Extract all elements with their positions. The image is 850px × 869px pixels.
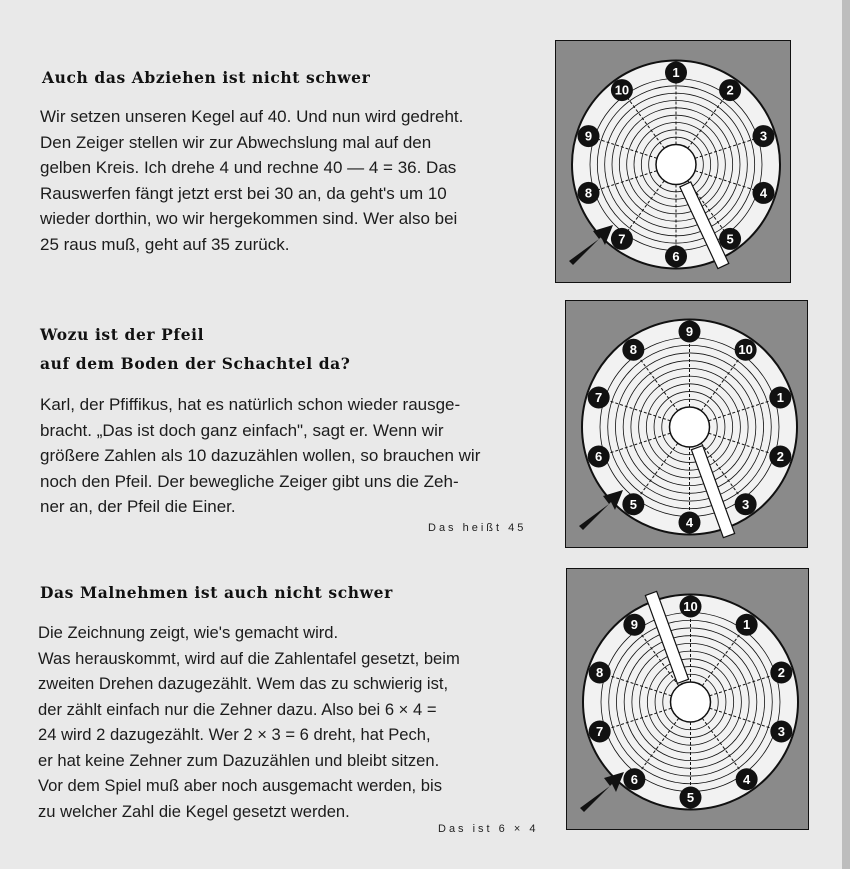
dial-number-label: 2 <box>776 449 784 465</box>
dial-number-label: 5 <box>726 231 734 247</box>
text-line: Karl, der Pfiffikus, hat es natürlich schon wieder rausge- <box>40 395 461 414</box>
dial-number-label: 4 <box>743 771 751 787</box>
text-line: größere Zahlen als 10 dazuzählen wollen, so brauchen wir <box>40 446 481 465</box>
dial-number-label: 2 <box>777 664 785 680</box>
dial-illustration-3 <box>566 568 809 830</box>
dial-number-label: 1 <box>672 65 680 80</box>
text-line: Wir setzen unseren Kegel auf 40. Und nun wird gedreht. <box>40 107 464 126</box>
page-edge <box>842 0 850 869</box>
dial-hub <box>656 145 696 185</box>
text-line: bracht. „Das ist doch ganz einfach", sagt er. Wenn wir <box>40 420 444 440</box>
text-line: noch den Pfeil. Der bewegliche Zeiger gibt uns die Zeh- <box>40 471 459 491</box>
caption-45: Das heißt 45 <box>428 522 527 534</box>
dial-number-label: 5 <box>686 790 695 805</box>
dial-number-label: 10 <box>683 599 698 614</box>
text-line: Den Zeiger stellen wir zur Abwechslung mal auf den <box>40 132 432 152</box>
dial-number-label: 3 <box>759 128 768 144</box>
dial-number-label: 8 <box>596 664 604 680</box>
section-1-heading <box>42 68 370 87</box>
dial-number-label: 2 <box>726 82 734 98</box>
caption-6x4: Das ist 6 × 4 <box>438 823 539 835</box>
section-3-heading-line: Das Malnehmen ist auch nicht schwer <box>40 583 393 602</box>
dial-number-label: 6 <box>630 771 638 787</box>
dial-number-label: 1 <box>776 389 784 405</box>
dial-number-label: 3 <box>777 724 785 740</box>
dial-2-svg <box>565 300 808 548</box>
dial-number-label: 7 <box>596 724 604 740</box>
section-3-paragraph <box>38 620 460 824</box>
dial-illustration-1 <box>555 40 791 283</box>
dial-number-label: 6 <box>595 449 603 465</box>
section-1-heading-line: Auch das Abziehen ist nicht schwer <box>42 68 371 87</box>
dial-number-label: 3 <box>742 496 750 512</box>
text-line: ner an, der Pfeil die Einer. <box>40 497 236 516</box>
text-line: zweiten Drehen dazugezählt. Wem das zu schwierig ist, <box>38 674 449 693</box>
dial-number-label: 6 <box>672 249 680 264</box>
dial-number-label: 10 <box>614 82 630 98</box>
text-line: 25 raus muß, geht auf 35 zurück. <box>40 234 290 254</box>
dial-number-label: 7 <box>595 389 603 405</box>
dial-number-label: 9 <box>584 128 593 144</box>
section-3-heading <box>40 583 393 602</box>
dial-number-label: 1 <box>743 617 751 633</box>
dial-hub <box>671 682 711 722</box>
dial-number-label: 8 <box>629 342 637 358</box>
dial-number-label: 7 <box>618 231 626 247</box>
dial-number-label: 4 <box>759 185 768 201</box>
text-line: wieder dorthin, wo wir hergekommen sind. Wer also bei <box>40 209 458 228</box>
dial-hub <box>670 407 710 447</box>
section-1-paragraph <box>40 104 463 257</box>
section-2-heading <box>40 320 350 378</box>
text-line: Was herauskommt, wird auf die Zahlentafel gesetzt, beim <box>38 648 460 668</box>
section-2-heading-line: Wozu ist der Pfeil <box>40 325 205 344</box>
section-2-paragraph <box>40 392 480 520</box>
text-line: er hat keine Zehner zum Dazuzählen und bleibt sitzen. <box>38 750 440 770</box>
dial-1-svg <box>555 40 791 283</box>
dial-illustration-2 <box>565 300 808 548</box>
section-2-heading-line: auf dem Boden der Schachtel da? <box>40 354 351 373</box>
dial-number-label: 9 <box>685 324 694 339</box>
dial-3-svg <box>566 568 809 830</box>
text-line: zu welcher Zahl die Kegel gesetzt werden. <box>38 801 350 821</box>
text-line: Vor dem Spiel muß aber noch ausgemacht werden, bis <box>38 776 442 795</box>
dial-number-label: 8 <box>584 185 593 201</box>
text-line: gelben Kreis. Ich drehe 4 und rechne 40 — 4 = 36. Das <box>40 158 457 177</box>
text-line: Rauswerfen fängt jetzt erst bei 30 an, da geht's um 10 <box>40 183 447 203</box>
text-line: 24 wird 2 dazugezählt. Wer 2 × 3 = 6 dreht, hat Pech, <box>38 725 431 744</box>
dial-number-label: 10 <box>738 342 753 358</box>
text-line: der zählt einfach nur die Zehner dazu. Also bei 6 × 4 = <box>38 699 437 719</box>
text-line: Die Zeichnung zeigt, wie's gemacht wird. <box>38 623 339 642</box>
dial-number-label: 5 <box>629 496 637 512</box>
dial-number-label: 4 <box>685 515 694 530</box>
dial-number-label: 9 <box>630 617 638 633</box>
